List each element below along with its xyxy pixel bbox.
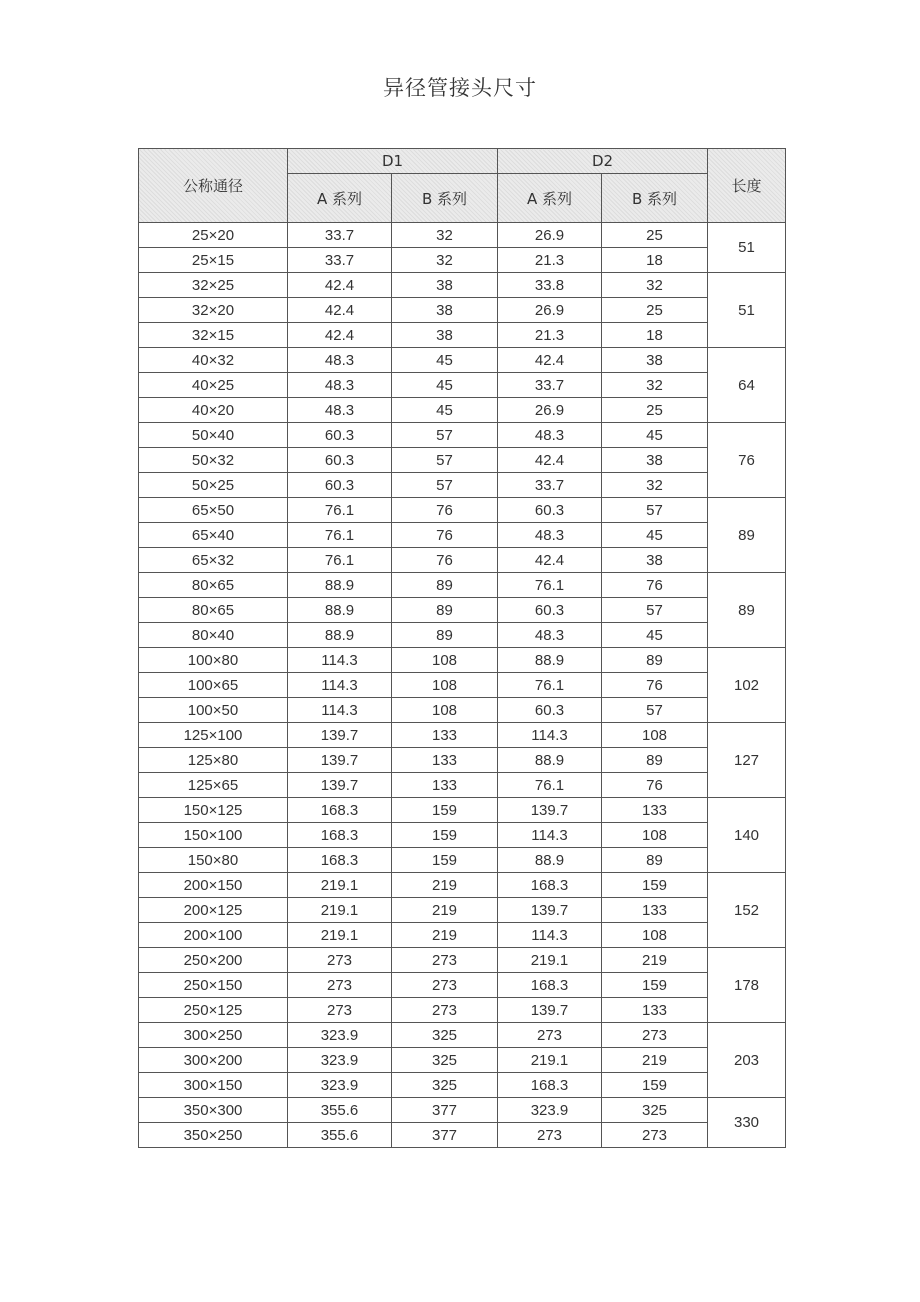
table-row [139,1098,786,1123]
cell-d1-series-a: 168.3 [288,848,392,873]
table-row [139,223,786,248]
table-row [139,598,786,623]
cell-nominal-size: 125×65 [139,773,288,798]
cell-nominal-size: 125×80 [139,748,288,773]
cell-d2-series-b: 159 [602,873,708,898]
cell-d1-series-b: 377 [392,1098,498,1123]
cell-nominal-size: 300×150 [139,1073,288,1098]
cell-d2-series-b: 108 [602,723,708,748]
header-d1-series-a: A 系列 [288,174,392,223]
cell-length: 330 [708,1098,786,1148]
cell-d2-series-b: 57 [602,498,708,523]
cell-d2-series-a: 26.9 [498,298,602,323]
cell-d1-series-b: 89 [392,623,498,648]
cell-nominal-size: 80×65 [139,598,288,623]
cell-d2-series-a: 76.1 [498,673,602,698]
cell-d2-series-a: 48.3 [498,523,602,548]
cell-nominal-size: 32×15 [139,323,288,348]
table-row [139,398,786,423]
cell-d2-series-a: 42.4 [498,448,602,473]
cell-d1-series-a: 76.1 [288,523,392,548]
cell-d2-series-a: 273 [498,1023,602,1048]
cell-d1-series-b: 32 [392,223,498,248]
cell-d2-series-b: 219 [602,1048,708,1073]
cell-d1-series-a: 33.7 [288,248,392,273]
cell-d1-series-a: 48.3 [288,373,392,398]
header-nominal-diameter: 公称通径 [139,149,288,223]
cell-d1-series-b: 38 [392,273,498,298]
cell-d1-series-a: 139.7 [288,723,392,748]
table-row [139,1123,786,1148]
cell-nominal-size: 65×50 [139,498,288,523]
table-row [139,723,786,748]
header-d2: D2 [498,149,708,174]
cell-d2-series-a: 168.3 [498,873,602,898]
cell-d2-series-b: 32 [602,373,708,398]
cell-d2-series-a: 88.9 [498,748,602,773]
cell-d1-series-a: 42.4 [288,323,392,348]
cell-d1-series-a: 168.3 [288,823,392,848]
cell-nominal-size: 350×300 [139,1098,288,1123]
table-row [139,248,786,273]
cell-d1-series-b: 273 [392,998,498,1023]
table-row [139,1073,786,1098]
cell-nominal-size: 125×100 [139,723,288,748]
cell-nominal-size: 250×200 [139,948,288,973]
cell-d2-series-a: 33.7 [498,373,602,398]
cell-d2-series-b: 76 [602,773,708,798]
cell-d1-series-b: 45 [392,398,498,423]
table-row [139,773,786,798]
table-row [139,423,786,448]
cell-d2-series-a: 139.7 [498,798,602,823]
cell-d1-series-a: 323.9 [288,1023,392,1048]
cell-d1-series-a: 76.1 [288,498,392,523]
cell-d2-series-b: 32 [602,473,708,498]
cell-d1-series-a: 48.3 [288,348,392,373]
cell-d2-series-b: 57 [602,598,708,623]
table-row [139,498,786,523]
table-row [139,348,786,373]
cell-d1-series-b: 133 [392,748,498,773]
cell-d2-series-a: 76.1 [498,773,602,798]
cell-d1-series-a: 33.7 [288,223,392,248]
cell-d1-series-a: 168.3 [288,798,392,823]
cell-d2-series-a: 114.3 [498,923,602,948]
cell-d2-series-b: 25 [602,298,708,323]
cell-d1-series-a: 60.3 [288,473,392,498]
cell-d2-series-a: 88.9 [498,648,602,673]
cell-d1-series-a: 76.1 [288,548,392,573]
table-body [139,223,786,1148]
cell-d2-series-b: 18 [602,323,708,348]
cell-d2-series-b: 57 [602,698,708,723]
table-row [139,923,786,948]
cell-d2-series-a: 114.3 [498,823,602,848]
table-row [139,648,786,673]
cell-d1-series-b: 219 [392,873,498,898]
cell-d1-series-b: 219 [392,923,498,948]
cell-d2-series-a: 42.4 [498,548,602,573]
cell-nominal-size: 100×80 [139,648,288,673]
cell-d2-series-a: 48.3 [498,423,602,448]
cell-d2-series-b: 76 [602,573,708,598]
header-d1: D1 [288,149,498,174]
cell-d2-series-a: 60.3 [498,698,602,723]
table-row [139,823,786,848]
cell-nominal-size: 25×15 [139,248,288,273]
cell-d2-series-b: 25 [602,398,708,423]
dimension-table [138,148,786,1148]
cell-d1-series-a: 48.3 [288,398,392,423]
table-row [139,523,786,548]
cell-d1-series-b: 38 [392,298,498,323]
cell-nominal-size: 150×125 [139,798,288,823]
cell-d2-series-a: 323.9 [498,1098,602,1123]
cell-nominal-size: 100×65 [139,673,288,698]
cell-d1-series-b: 159 [392,848,498,873]
cell-nominal-size: 50×40 [139,423,288,448]
cell-d1-series-b: 89 [392,598,498,623]
cell-d2-series-b: 45 [602,523,708,548]
cell-d2-series-a: 33.8 [498,273,602,298]
cell-d1-series-b: 377 [392,1123,498,1148]
cell-d2-series-a: 168.3 [498,973,602,998]
page-title: 异径管接头尺寸 [383,76,537,100]
cell-d2-series-b: 18 [602,248,708,273]
cell-d1-series-a: 273 [288,998,392,1023]
cell-d2-series-b: 159 [602,1073,708,1098]
cell-d1-series-a: 114.3 [288,698,392,723]
cell-nominal-size: 32×25 [139,273,288,298]
cell-d1-series-b: 57 [392,473,498,498]
cell-nominal-size: 200×100 [139,923,288,948]
cell-d2-series-b: 89 [602,748,708,773]
cell-d1-series-a: 88.9 [288,623,392,648]
table-row [139,898,786,923]
cell-d1-series-b: 108 [392,648,498,673]
cell-d2-series-b: 89 [602,848,708,873]
cell-length: 152 [708,873,786,948]
cell-nominal-size: 40×32 [139,348,288,373]
cell-d2-series-a: 168.3 [498,1073,602,1098]
cell-d1-series-b: 133 [392,723,498,748]
cell-nominal-size: 300×200 [139,1048,288,1073]
cell-d1-series-a: 355.6 [288,1098,392,1123]
cell-d1-series-a: 219.1 [288,923,392,948]
cell-d2-series-a: 26.9 [498,223,602,248]
cell-d2-series-a: 76.1 [498,573,602,598]
cell-length: 203 [708,1023,786,1098]
cell-d1-series-b: 89 [392,573,498,598]
cell-length: 64 [708,348,786,423]
table-row [139,798,786,823]
header-length: 长度 [708,149,786,223]
header-d2-series-b: B 系列 [602,174,708,223]
cell-nominal-size: 250×125 [139,998,288,1023]
cell-d2-series-a: 60.3 [498,498,602,523]
cell-d2-series-b: 133 [602,998,708,1023]
table-row [139,373,786,398]
cell-d1-series-b: 57 [392,448,498,473]
cell-length: 51 [708,273,786,348]
cell-d1-series-b: 32 [392,248,498,273]
cell-length: 102 [708,648,786,723]
cell-d2-series-a: 88.9 [498,848,602,873]
cell-length: 89 [708,573,786,648]
cell-d1-series-a: 219.1 [288,873,392,898]
cell-d1-series-a: 42.4 [288,273,392,298]
cell-nominal-size: 65×40 [139,523,288,548]
cell-d2-series-b: 108 [602,823,708,848]
table-row [139,698,786,723]
cell-d2-series-b: 325 [602,1098,708,1123]
cell-d1-series-b: 219 [392,898,498,923]
cell-nominal-size: 25×20 [139,223,288,248]
table-row [139,673,786,698]
cell-nominal-size: 40×20 [139,398,288,423]
cell-nominal-size: 65×32 [139,548,288,573]
cell-d2-series-a: 60.3 [498,598,602,623]
cell-d1-series-b: 76 [392,548,498,573]
cell-d1-series-b: 159 [392,823,498,848]
cell-d2-series-a: 42.4 [498,348,602,373]
cell-d1-series-a: 273 [288,948,392,973]
cell-d2-series-b: 45 [602,423,708,448]
table-row [139,848,786,873]
cell-d2-series-b: 159 [602,973,708,998]
cell-d1-series-a: 42.4 [288,298,392,323]
cell-d1-series-a: 88.9 [288,598,392,623]
cell-d2-series-a: 219.1 [498,1048,602,1073]
cell-d1-series-a: 114.3 [288,648,392,673]
cell-d2-series-b: 38 [602,448,708,473]
cell-d1-series-b: 76 [392,523,498,548]
table-row [139,748,786,773]
cell-d1-series-a: 323.9 [288,1048,392,1073]
table-row [139,273,786,298]
table-row [139,873,786,898]
cell-d1-series-b: 325 [392,1073,498,1098]
cell-d1-series-b: 38 [392,323,498,348]
cell-d1-series-b: 45 [392,373,498,398]
cell-d2-series-a: 33.7 [498,473,602,498]
cell-d1-series-b: 325 [392,1048,498,1073]
cell-d1-series-b: 108 [392,673,498,698]
cell-d2-series-b: 76 [602,673,708,698]
table-row [139,323,786,348]
cell-d1-series-b: 325 [392,1023,498,1048]
table-row [139,973,786,998]
header-d2-series-a: A 系列 [498,174,602,223]
cell-d2-series-a: 21.3 [498,248,602,273]
cell-d1-series-b: 57 [392,423,498,448]
cell-d1-series-a: 219.1 [288,898,392,923]
table-row [139,1048,786,1073]
cell-d2-series-a: 273 [498,1123,602,1148]
cell-d2-series-b: 133 [602,798,708,823]
cell-d1-series-a: 60.3 [288,423,392,448]
cell-d1-series-b: 133 [392,773,498,798]
cell-d2-series-b: 45 [602,623,708,648]
cell-length: 89 [708,498,786,573]
cell-d1-series-b: 76 [392,498,498,523]
cell-length: 76 [708,423,786,498]
cell-d1-series-a: 60.3 [288,448,392,473]
cell-length: 127 [708,723,786,798]
cell-nominal-size: 300×250 [139,1023,288,1048]
table-row [139,573,786,598]
cell-d1-series-b: 108 [392,698,498,723]
cell-d1-series-b: 273 [392,973,498,998]
cell-d1-series-a: 114.3 [288,673,392,698]
table-row [139,623,786,648]
cell-nominal-size: 50×32 [139,448,288,473]
cell-d2-series-b: 38 [602,348,708,373]
cell-d2-series-b: 273 [602,1123,708,1148]
cell-nominal-size: 100×50 [139,698,288,723]
cell-nominal-size: 50×25 [139,473,288,498]
cell-nominal-size: 32×20 [139,298,288,323]
cell-d2-series-a: 21.3 [498,323,602,348]
cell-length: 178 [708,948,786,1023]
cell-d2-series-a: 139.7 [498,898,602,923]
cell-d1-series-a: 139.7 [288,748,392,773]
cell-nominal-size: 150×100 [139,823,288,848]
cell-d2-series-a: 139.7 [498,998,602,1023]
cell-nominal-size: 40×25 [139,373,288,398]
cell-length: 51 [708,223,786,273]
cell-nominal-size: 250×150 [139,973,288,998]
header-d1-series-b: B 系列 [392,174,498,223]
cell-length: 140 [708,798,786,873]
cell-nominal-size: 150×80 [139,848,288,873]
cell-d2-series-b: 133 [602,898,708,923]
cell-nominal-size: 200×150 [139,873,288,898]
cell-d1-series-a: 323.9 [288,1073,392,1098]
cell-d1-series-a: 139.7 [288,773,392,798]
cell-nominal-size: 80×65 [139,573,288,598]
table-row [139,1023,786,1048]
table-row [139,473,786,498]
cell-d2-series-b: 219 [602,948,708,973]
cell-d1-series-b: 159 [392,798,498,823]
cell-d2-series-a: 114.3 [498,723,602,748]
cell-d2-series-b: 273 [602,1023,708,1048]
cell-d2-series-b: 89 [602,648,708,673]
table-row [139,998,786,1023]
cell-d2-series-a: 48.3 [498,623,602,648]
table-row [139,948,786,973]
table-row [139,448,786,473]
cell-d1-series-a: 355.6 [288,1123,392,1148]
cell-nominal-size: 200×125 [139,898,288,923]
cell-d2-series-a: 26.9 [498,398,602,423]
cell-d2-series-b: 108 [602,923,708,948]
table-row [139,298,786,323]
table-row [139,548,786,573]
cell-d1-series-b: 45 [392,348,498,373]
cell-d1-series-a: 273 [288,973,392,998]
cell-nominal-size: 80×40 [139,623,288,648]
cell-d2-series-b: 38 [602,548,708,573]
cell-d1-series-a: 88.9 [288,573,392,598]
cell-nominal-size: 350×250 [139,1123,288,1148]
cell-d2-series-b: 25 [602,223,708,248]
cell-d2-series-a: 219.1 [498,948,602,973]
cell-d1-series-b: 273 [392,948,498,973]
cell-d2-series-b: 32 [602,273,708,298]
